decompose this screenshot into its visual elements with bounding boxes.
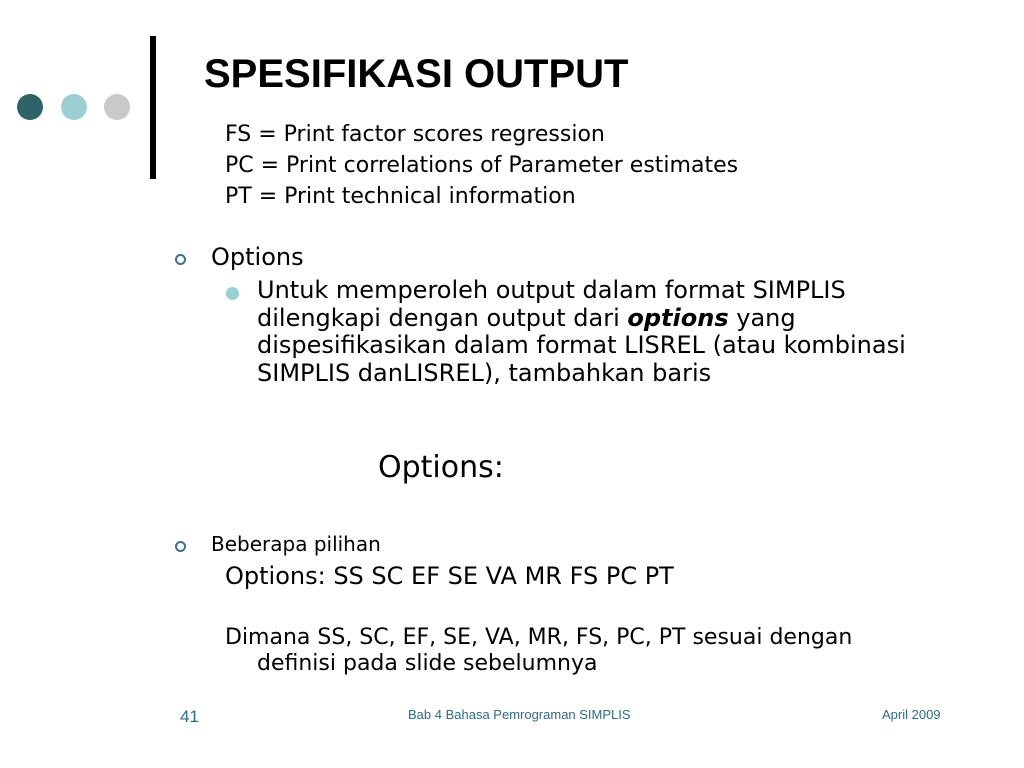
title-divider-bar (150, 36, 156, 179)
footer-title: Bab 4 Bahasa Pemrograman SIMPLIS (408, 707, 631, 722)
options-explanation: Dimana SS, SC, EF, SE, VA, MR, FS, PC, PT sesuai dengan definisi pada slide sebelumnya (225, 625, 853, 676)
definition-fs: FS = Print factor scores regression (225, 122, 605, 147)
slide-title: SPESIFIKASI OUTPUT (204, 52, 629, 96)
options-paragraph-text-1: Untuk memperoleh output dalam format SIMPLIS dilengkapi dengan output dari (257, 276, 846, 332)
section-pilihan-heading: Beberapa pilihan (211, 532, 381, 556)
options-paragraph (257, 277, 937, 387)
section-options-heading: Options (211, 243, 304, 271)
footer-date: April 2009 (882, 707, 941, 722)
decor-dot-dark (17, 94, 43, 120)
decor-dot-light (61, 94, 87, 120)
page-number: 41 (180, 707, 199, 726)
options-list-line: Options: SS SC EF SE VA MR FS PC PT (225, 562, 674, 590)
options-command: Options: (378, 450, 504, 485)
options-paragraph-text-2: yang dispesifikasikan dalam format LISREL (atau kombinasi SIMPLIS danLISREL), tambahkan baris (257, 303, 906, 387)
options-keyword: options (627, 303, 729, 332)
definition-pc: PC = Print correlations of Parameter estimates (225, 153, 739, 178)
bullet-circle-icon (175, 541, 186, 552)
definition-pt: PT = Print technical information (225, 184, 576, 209)
bullet-circle-icon (175, 254, 186, 265)
bullet-dot-icon (226, 287, 239, 300)
decor-dot-gray (104, 94, 130, 120)
